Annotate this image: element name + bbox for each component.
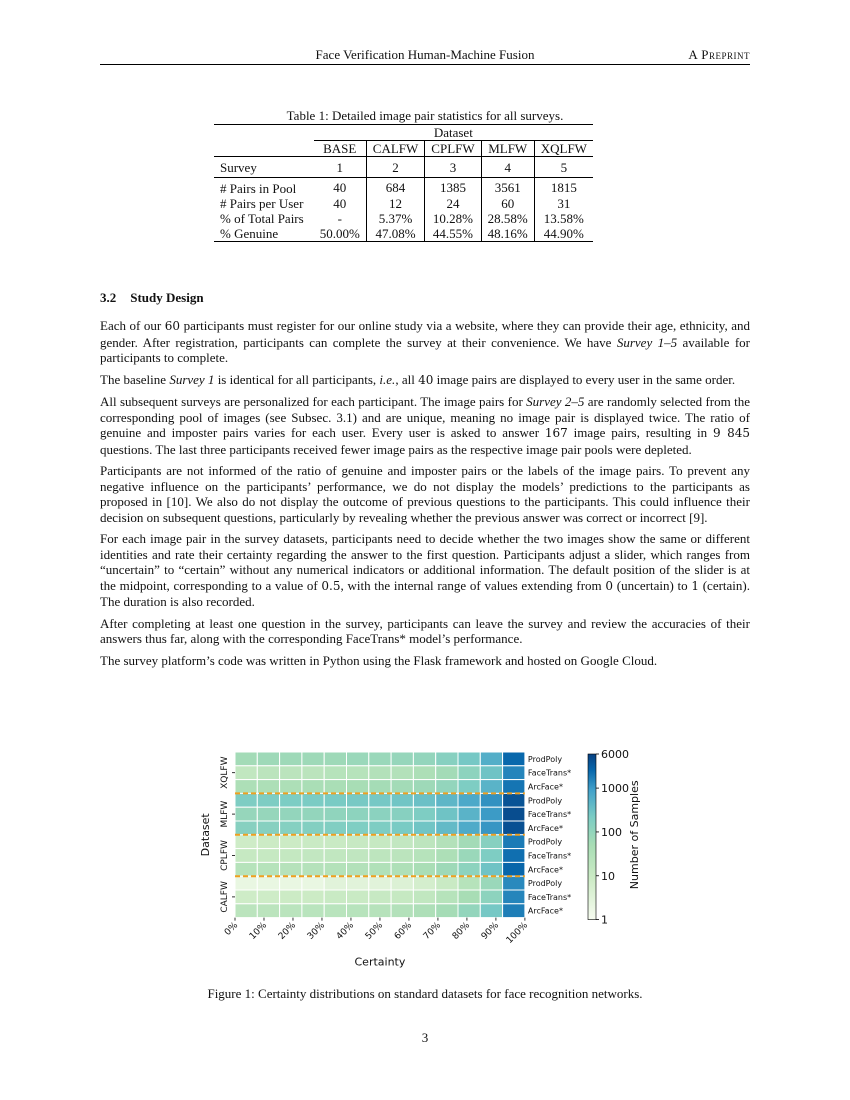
heatmap-cell (436, 807, 458, 821)
table-cell: 28.58% (481, 211, 534, 226)
heatmap-cell (503, 821, 525, 835)
dataset-tick-label: CALFW (220, 881, 230, 913)
heatmap-cell (347, 766, 369, 780)
heatmap-cell (235, 849, 257, 863)
heatmap-cell (369, 766, 391, 780)
row-label: % of Total Pairs (220, 211, 304, 226)
heatmap-cell (391, 904, 413, 918)
heatmap-cell (347, 904, 369, 918)
row-label: Survey (214, 157, 314, 178)
heatmap-cell (458, 890, 480, 904)
header-title: Face Verification Human-Machine Fusion (315, 47, 535, 62)
heatmap-cell (302, 904, 324, 918)
heatmap-cell (280, 890, 302, 904)
heatmap-cell (324, 821, 346, 835)
heatmap-cell (257, 766, 279, 780)
heatmap-cell (235, 835, 257, 849)
heatmap-cell (503, 793, 525, 807)
heatmap-cell (503, 766, 525, 780)
section-title: Study Design (130, 290, 204, 305)
heatmap-cell (413, 780, 435, 794)
heatmap-cell (391, 807, 413, 821)
heatmap-cell (413, 876, 435, 890)
table-cell: 5 (534, 157, 593, 178)
heatmap-cell (257, 862, 279, 876)
heatmap-cell (280, 904, 302, 918)
table-column-header-row (214, 141, 593, 157)
heatmap-cell (391, 793, 413, 807)
table-cell: 44.90% (534, 226, 593, 242)
colorbar (588, 754, 596, 920)
certainty-heatmap-figure (195, 745, 665, 977)
heatmap-cell (436, 862, 458, 876)
heatmap-cell (280, 862, 302, 876)
heatmap-cell (503, 752, 525, 766)
heatmap-cell (436, 752, 458, 766)
model-label: ProdPoly (527, 754, 563, 764)
heatmap-cell (280, 793, 302, 807)
table-cell: 5.37% (366, 211, 425, 226)
colorbar-tick-label: 1000 (601, 782, 629, 796)
heatmap-cell (257, 793, 279, 807)
heatmap-cell (324, 862, 346, 876)
table-cell: 44.55% (425, 226, 481, 242)
heatmap-cell (413, 821, 435, 835)
heatmap-cell (391, 876, 413, 890)
heatmap-cell (302, 780, 324, 794)
heatmap-cell (324, 766, 346, 780)
heatmap-cell (280, 876, 302, 890)
heatmap-cell (280, 849, 302, 863)
heatmap-cell (413, 849, 435, 863)
table-cell: 48.16% (481, 226, 534, 242)
heatmap-cell (503, 849, 525, 863)
heatmap-cell (257, 904, 279, 918)
x-tick-label: 0% (222, 920, 241, 938)
heatmap-cell (436, 890, 458, 904)
dataset-tick-label: XQLFW (220, 756, 230, 789)
table-cell: 684 (366, 178, 425, 197)
heatmap-cell (324, 780, 346, 794)
column-header: MLFW (481, 141, 534, 157)
heatmap-cell (257, 849, 279, 863)
heatmap-cell (503, 835, 525, 849)
table-cell: 60 (481, 196, 534, 211)
heatmap-cell (458, 849, 480, 863)
heatmap-cell (391, 752, 413, 766)
heatmap-cell (347, 793, 369, 807)
table-cell: 10.28% (425, 211, 481, 226)
heatmap-cell (302, 862, 324, 876)
heatmap-cell (302, 793, 324, 807)
heatmap-cell (347, 821, 369, 835)
heatmap-cell (458, 807, 480, 821)
x-tick-label: 30% (305, 920, 328, 942)
table-cell: 12 (366, 196, 425, 211)
heatmap-cell (347, 862, 369, 876)
heatmap-cell (413, 862, 435, 876)
heatmap-cell (324, 849, 346, 863)
table-group-header: Dataset (314, 125, 593, 141)
paragraph: The survey platform’s code was written in Python using the Flask framework and hosted on Google Cloud. (100, 652, 658, 668)
heatmap-cell (324, 835, 346, 849)
table-row (214, 178, 593, 197)
heatmap-cell (391, 849, 413, 863)
colorbar-tick-label: 1 (601, 913, 608, 927)
heatmap-cell (458, 793, 480, 807)
body-text (100, 318, 750, 674)
heatmap-cell (235, 904, 257, 918)
model-label: ArcFace* (527, 782, 563, 792)
heatmap-cell (369, 821, 391, 835)
model-label: ProdPoly (527, 796, 563, 806)
heatmap-cell (458, 780, 480, 794)
heatmap-cell (458, 862, 480, 876)
table-cell: 40 (333, 179, 347, 195)
heatmap-cell (480, 904, 502, 918)
heatmap-cell (302, 835, 324, 849)
heatmap-cell (302, 890, 324, 904)
heatmap-cell (280, 780, 302, 794)
heatmap-cell (413, 890, 435, 904)
heatmap-cell (235, 821, 257, 835)
dataset-tick-label: MLFW (220, 800, 230, 828)
heatmap-cell (257, 835, 279, 849)
heatmap-cell (413, 835, 435, 849)
heatmap-cell (347, 876, 369, 890)
heatmap-cell (436, 835, 458, 849)
model-label: FaceTrans* (527, 851, 572, 861)
paragraph: Each of our 60 participants must register for our online study via a website, where they can provide their age, ethnicity, and gender. After registration, participants can complete the survey at their convenience. We have Survey 1–5 available for participants to complete. (100, 318, 751, 365)
heatmap-cell (391, 780, 413, 794)
model-label: ArcFace* (527, 823, 563, 833)
x-tick-label: 90% (479, 920, 502, 942)
heatmap-cell (480, 780, 502, 794)
heatmap-cell (436, 793, 458, 807)
heatmap-cell (235, 890, 257, 904)
model-label: FaceTrans* (527, 768, 572, 778)
table-row (214, 211, 593, 226)
heatmap-cell (257, 876, 279, 890)
heatmap-cell (458, 821, 480, 835)
heatmap-cell (235, 807, 257, 821)
heatmap-cell (480, 890, 502, 904)
heatmap-cell (280, 752, 302, 766)
heatmap-cell (347, 752, 369, 766)
heatmap-cell (257, 752, 279, 766)
heatmap-cell (347, 890, 369, 904)
heatmap-cell (302, 876, 324, 890)
table-caption: Table 1: Detailed image pair statistics for all surveys. (286, 108, 564, 123)
heatmap-cell (280, 835, 302, 849)
x-tick-label: 40% (334, 920, 357, 942)
heatmap-cell (257, 890, 279, 904)
heatmap-cell (347, 807, 369, 821)
y-axis-label: Dataset (199, 813, 212, 857)
colorbar-label: Number of Samples (628, 780, 641, 890)
table-cell: 13.58% (534, 211, 593, 226)
table-cell: 40 (333, 196, 347, 211)
heatmap-cell (436, 766, 458, 780)
x-tick-label: 60% (392, 920, 415, 942)
heatmap-cell (413, 807, 435, 821)
row-label: % Genuine (214, 226, 314, 242)
heatmap-cell (347, 780, 369, 794)
heatmap-cell (324, 752, 346, 766)
table-cell: 1 (314, 157, 367, 178)
row-label: # Pairs per User (220, 196, 304, 211)
heatmap-cell (458, 835, 480, 849)
heatmap-cell (347, 835, 369, 849)
heatmap-cell (503, 890, 525, 904)
heatmap-cell (458, 904, 480, 918)
table-cell: 2 (366, 157, 425, 178)
heatmap-cell (480, 793, 502, 807)
heatmap-cell (324, 904, 346, 918)
model-label: FaceTrans* (527, 810, 572, 820)
table-cell: 3 (425, 157, 481, 178)
heatmap-cell (413, 766, 435, 780)
heatmap-cell (436, 780, 458, 794)
dataset-tick-label: CPLFW (220, 840, 230, 871)
heatmap-cell (324, 876, 346, 890)
heatmap-cell (280, 766, 302, 780)
section-number: 3.2 (100, 290, 117, 305)
x-axis-label: Certainty (354, 955, 406, 969)
table-cell: 4 (481, 157, 534, 178)
section-heading (100, 290, 218, 306)
column-header: CPLFW (425, 141, 481, 157)
heatmap-cell (480, 807, 502, 821)
heatmap-cell (369, 835, 391, 849)
table-survey-row (214, 157, 593, 178)
table-cell: - (337, 211, 342, 226)
heatmap-cell (413, 752, 435, 766)
table-group-header-row (214, 125, 593, 141)
x-tick-label: 20% (276, 920, 299, 942)
heatmap-cell (413, 793, 435, 807)
x-tick-label: 80% (450, 920, 473, 942)
heatmap-cell (436, 904, 458, 918)
heatmap-cell (235, 780, 257, 794)
paragraph: The baseline Survey 1 is identical for all participants, i.e., all 40 image pairs are displayed to every user in the same order. (100, 371, 736, 387)
colorbar-tick-label: 10 (601, 869, 615, 883)
heatmap-cell (480, 835, 502, 849)
heatmap-cell (257, 807, 279, 821)
heatmap-cell (369, 876, 391, 890)
heatmap-cell (369, 793, 391, 807)
heatmap-cell (503, 904, 525, 918)
header-rule (100, 64, 750, 65)
column-header: CALFW (366, 141, 425, 157)
table-cell: 31 (534, 196, 593, 211)
x-tick-label: 100% (504, 920, 531, 946)
table-cell: 24 (425, 196, 481, 211)
heatmap-cell (503, 876, 525, 890)
paragraph: After completing at least one question in the survey, participants can leave the survey and review the accuracies of their answers thus far, along with the corresponding FaceTrans* model’s performance. (100, 615, 750, 646)
heatmap-cell (503, 780, 525, 794)
table-row (214, 196, 593, 211)
heatmap-cell (480, 821, 502, 835)
heatmap-cell (235, 766, 257, 780)
heatmap-cell (369, 752, 391, 766)
heatmap-cell (302, 752, 324, 766)
heatmap-cell (347, 849, 369, 863)
heatmap-cell (369, 904, 391, 918)
heatmap-cell (391, 766, 413, 780)
row-label: # Pairs in Pool (220, 181, 297, 196)
heatmap-cell (480, 766, 502, 780)
table-cell: 1385 (425, 178, 481, 197)
heatmap-cell (369, 862, 391, 876)
model-label: ArcFace* (527, 865, 563, 875)
heatmap-cell (324, 807, 346, 821)
heatmap-cell (280, 807, 302, 821)
header-tag: A Preprint (688, 47, 750, 62)
figure-caption: Figure 1: Certainty distributions on standard datasets for face recognition networks. (207, 986, 643, 1001)
heatmap-cell (235, 876, 257, 890)
heatmap-cell (391, 890, 413, 904)
heatmap-cell (458, 876, 480, 890)
heatmap-cell (280, 821, 302, 835)
heatmap-cell (436, 876, 458, 890)
page-number: 3 (421, 1030, 429, 1045)
heatmap-cell (302, 807, 324, 821)
paragraph: Participants are not informed of the ratio of genuine and imposter pairs or the labels of the image pairs. To prevent any negative influence on the participants’ performance, we do not display the models’ predictions to the participants as proposed in [10]. We also do not display the outcome of previous questions to the participants. This could influence their decision on subsequent questions, particularly by revealing whether the previous answer was correct or incorrect [9]. (100, 463, 750, 525)
heatmap-cell (235, 752, 257, 766)
heatmap-cell (391, 835, 413, 849)
heatmap-cell (369, 780, 391, 794)
heatmap-cell (391, 821, 413, 835)
heatmap-cell (369, 849, 391, 863)
heatmap-cell (436, 821, 458, 835)
heatmap-cell (480, 752, 502, 766)
column-header: BASE (314, 141, 367, 157)
model-label: ArcFace* (527, 906, 563, 916)
table-cell: 3561 (481, 178, 534, 197)
model-label: FaceTrans* (527, 892, 572, 902)
heatmap-cell (302, 849, 324, 863)
heatmap-cell (480, 849, 502, 863)
x-tick-label: 70% (421, 920, 444, 942)
heatmap-cell (235, 793, 257, 807)
table-row (214, 226, 593, 242)
heatmap-cell (257, 780, 279, 794)
heatmap-cell (413, 904, 435, 918)
heatmap-cell (369, 807, 391, 821)
heatmap-cell (302, 766, 324, 780)
heatmap-cell (302, 821, 324, 835)
table-cell: 1815 (534, 178, 593, 197)
heatmap-cell (480, 876, 502, 890)
colorbar-tick-label: 6000 (601, 748, 629, 761)
heatmap-cell (235, 862, 257, 876)
heatmap-cell (503, 862, 525, 876)
stats-table (214, 124, 593, 242)
table-cell: 50.00% (314, 226, 367, 242)
heatmap-cell (458, 752, 480, 766)
paragraph: All subsequent surveys are personalized for each participant. The image pairs for Survey 2–5 are randomly selected from the corresponding pool of images (see Subsec. 3.1) and are unique, meaning no image pair is displayed twice. The ratio of genuine and imposter pairs varies for each user. Every user is asked to answer 167 image pairs, resulting in 9 845 questions. The last three participants received fewer image pairs as the respective image pair pools were depleted. (100, 394, 751, 457)
colorbar-tick-label: 100 (601, 825, 622, 839)
paragraph: For each image pair in the survey datasets, participants need to decide whether the two images show the same or different identities and rate their certainty regarding the answer to the first question. Participants adjust a slider, which ranges from “uncertain” to “certain” without any numerical indicators or additional information. The default position of the slider is at the midpoint, corresponding to a value of 0.5, with the internal range of values extending from 0 (uncertain) to 1 (certain). The duration is also recorded. (100, 531, 750, 609)
heatmap-cell (480, 862, 502, 876)
x-tick-label: 10% (247, 920, 270, 942)
column-header: XQLFW (534, 141, 593, 157)
heatmap-cell (436, 849, 458, 863)
model-label: ProdPoly (527, 879, 563, 889)
heatmap-cell (257, 821, 279, 835)
heatmap-cell (391, 862, 413, 876)
heatmap-cell (324, 793, 346, 807)
heatmap-cell (369, 890, 391, 904)
x-tick-label: 50% (363, 920, 386, 942)
model-label: ProdPoly (527, 837, 563, 847)
heatmap-cell (458, 766, 480, 780)
heatmap-cell (503, 807, 525, 821)
table-cell: 47.08% (366, 226, 425, 242)
heatmap-cell (324, 890, 346, 904)
